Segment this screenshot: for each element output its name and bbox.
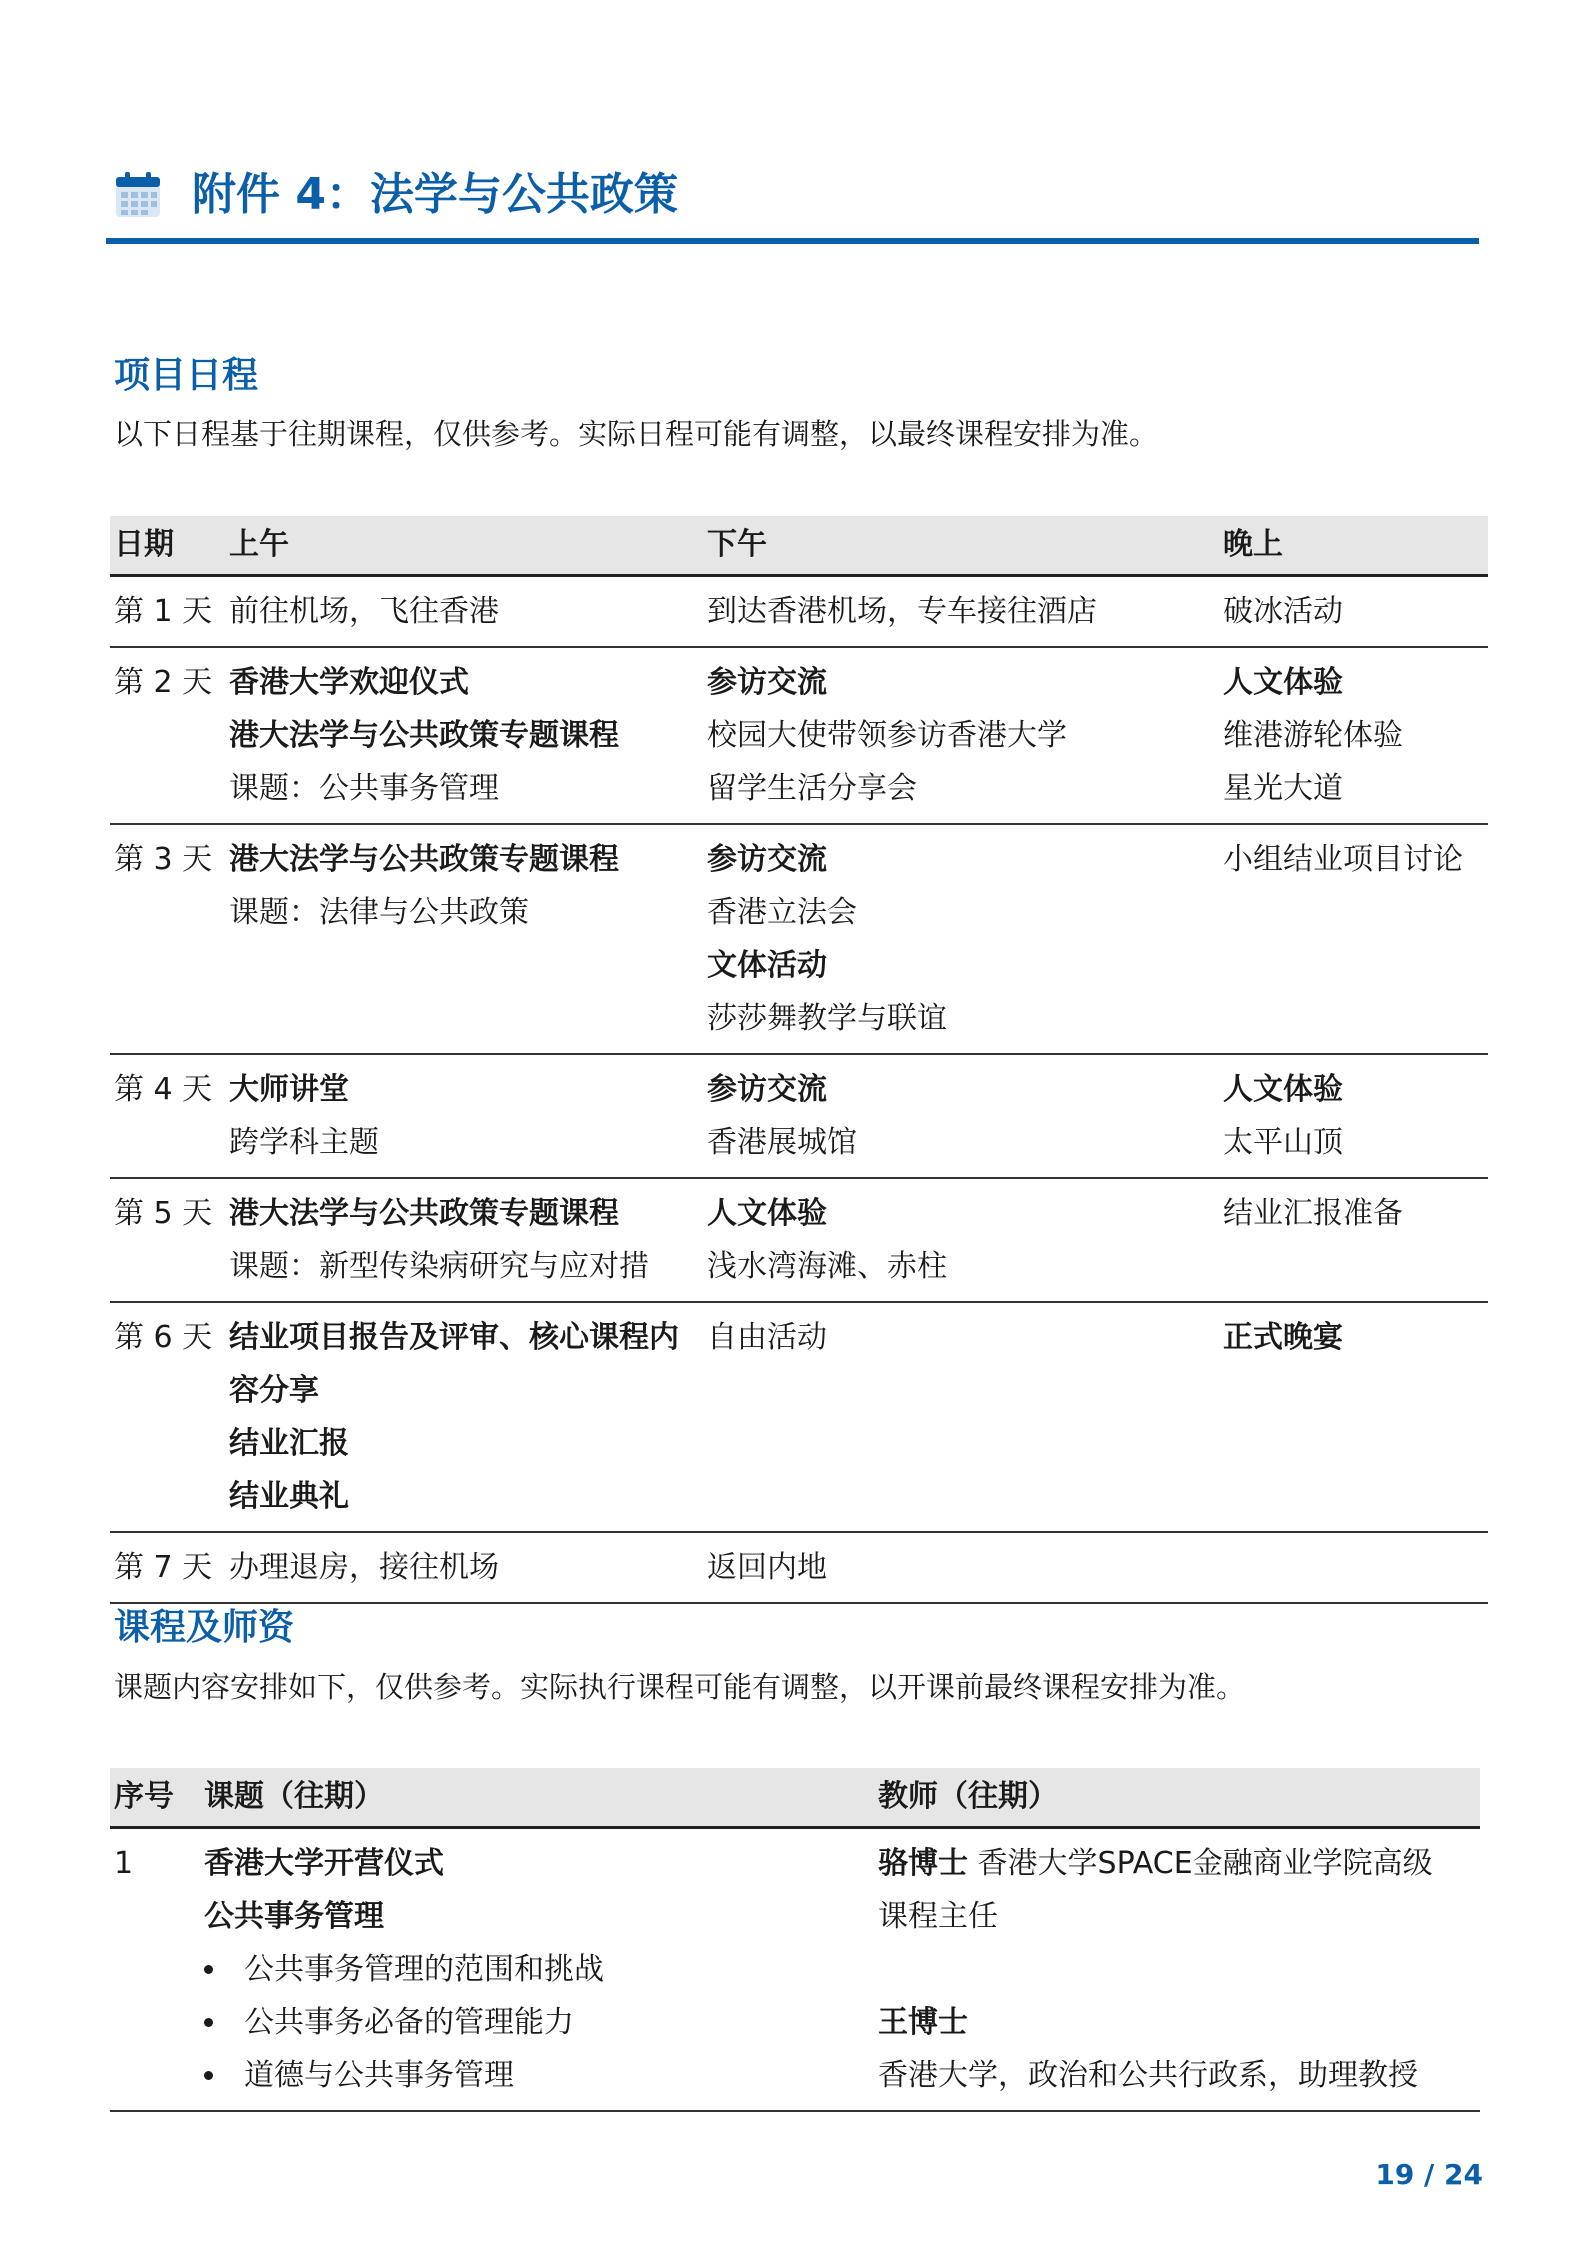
day-cell bbox=[110, 1178, 225, 1302]
schedule-header-row bbox=[110, 516, 1488, 576]
list-item bbox=[204, 1996, 874, 2049]
activity-text: 课题：法律与公共政策 bbox=[229, 895, 529, 930]
bullet-dot-icon bbox=[204, 2018, 213, 2027]
activity-text: 结业典礼 bbox=[229, 1479, 349, 1514]
list-item bbox=[204, 1943, 874, 1996]
activity-text: 留学生活分享会 bbox=[707, 771, 917, 806]
column-header: 课题（往期） bbox=[200, 1768, 874, 1828]
page-header bbox=[108, 165, 1478, 231]
activity-text: 大师讲堂 bbox=[229, 1072, 349, 1107]
teacher-title: 香港大学SPACE金融商业学院高级 bbox=[968, 1846, 1433, 1881]
day-cell bbox=[110, 647, 225, 824]
afternoon-cell bbox=[703, 824, 1219, 1054]
afternoon-cell bbox=[703, 576, 1219, 648]
topic-text: 公共事务管理的范围和挑战 bbox=[244, 1952, 604, 1987]
topic-text: 道德与公共事务管理 bbox=[244, 2058, 514, 2093]
activity-text: 课题：公共事务管理 bbox=[229, 771, 499, 806]
page-title: 附件 4：法学与公共政策 bbox=[192, 169, 678, 220]
activity-text: 到达香港机场，专车接往酒店 bbox=[707, 594, 1097, 629]
course-teacher-cell bbox=[874, 1828, 1480, 2112]
table-row bbox=[110, 647, 1488, 824]
activity-text: 太平山顶 bbox=[1223, 1125, 1343, 1160]
schedule-section-description: 以下日程基于往期课程，仅供参考。实际日程可能有调整，以最终课程安排为准。 bbox=[114, 417, 1159, 451]
day-label: 第 4 天 bbox=[114, 1072, 213, 1107]
table-row bbox=[110, 576, 1488, 648]
day-cell bbox=[110, 1532, 225, 1603]
activity-text: 结业项目报告及评审、核心课程内 bbox=[229, 1320, 679, 1355]
calendar-icon bbox=[114, 171, 162, 219]
day-label: 第 2 天 bbox=[114, 665, 213, 700]
activity-text: 课题：新型传染病研究与应对措 bbox=[229, 1249, 649, 1284]
day-cell bbox=[110, 824, 225, 1054]
table-row bbox=[110, 1302, 1488, 1532]
afternoon-cell bbox=[703, 1302, 1219, 1532]
morning-cell bbox=[225, 1302, 703, 1532]
day-label: 第 6 天 bbox=[114, 1320, 213, 1355]
activity-text: 结业汇报 bbox=[229, 1426, 349, 1461]
schedule-body bbox=[110, 576, 1488, 1604]
afternoon-cell bbox=[703, 1178, 1219, 1302]
evening-cell bbox=[1219, 1302, 1488, 1532]
afternoon-cell bbox=[703, 1532, 1219, 1603]
activity-text: 人文体验 bbox=[707, 1196, 827, 1231]
bullet-dot-icon bbox=[204, 1965, 213, 1974]
schedule-table bbox=[110, 516, 1488, 1604]
evening-cell bbox=[1219, 1178, 1488, 1302]
morning-cell bbox=[225, 1054, 703, 1178]
day-cell bbox=[110, 1302, 225, 1532]
list-item bbox=[204, 2049, 874, 2102]
bullet-dot-icon bbox=[204, 2071, 213, 2080]
activity-text: 跨学科主题 bbox=[229, 1125, 379, 1160]
course-index-cell bbox=[110, 1828, 200, 2112]
day-cell bbox=[110, 576, 225, 648]
activity-text: 正式晚宴 bbox=[1223, 1320, 1343, 1355]
column-header: 下午 bbox=[703, 516, 1219, 576]
day-label: 第 1 天 bbox=[114, 594, 213, 629]
activity-text: 校园大使带领参访香港大学 bbox=[707, 718, 1067, 753]
column-header: 上午 bbox=[225, 516, 703, 576]
course-topic-list bbox=[204, 1943, 874, 2102]
evening-cell bbox=[1219, 1054, 1488, 1178]
table-row bbox=[110, 1828, 1480, 2112]
column-header: 晚上 bbox=[1219, 516, 1488, 576]
activity-text: 港大法学与公共政策专题课程 bbox=[229, 718, 619, 753]
evening-cell bbox=[1219, 647, 1488, 824]
course-heading: 公共事务管理 bbox=[204, 1899, 384, 1934]
activity-text: 文体活动 bbox=[707, 948, 827, 983]
evening-cell bbox=[1219, 824, 1488, 1054]
column-header: 教师（往期） bbox=[874, 1768, 1480, 1828]
evening-cell bbox=[1219, 1532, 1488, 1603]
course-index: 1 bbox=[114, 1846, 134, 1881]
header-rule bbox=[106, 238, 1479, 244]
activity-text: 前往机场，飞往香港 bbox=[229, 594, 499, 629]
table-row bbox=[110, 1532, 1488, 1603]
courses-section-description: 课题内容安排如下，仅供参考。实际执行课程可能有调整，以开课前最终课程安排为准。 bbox=[114, 1670, 1246, 1704]
table-row bbox=[110, 1178, 1488, 1302]
morning-cell bbox=[225, 576, 703, 648]
schedule-section-title: 项目日程 bbox=[114, 355, 259, 396]
morning-cell bbox=[225, 1532, 703, 1603]
teacher-title: 香港大学，政治和公共行政系，助理教授 bbox=[878, 2058, 1418, 2093]
morning-cell bbox=[225, 824, 703, 1054]
activity-text: 结业汇报准备 bbox=[1223, 1196, 1403, 1231]
evening-cell bbox=[1219, 576, 1488, 648]
table-row bbox=[110, 1054, 1488, 1178]
activity-text: 参访交流 bbox=[707, 842, 827, 877]
activity-text: 参访交流 bbox=[707, 665, 827, 700]
day-label: 第 5 天 bbox=[114, 1196, 213, 1231]
activity-text: 人文体验 bbox=[1223, 1072, 1343, 1107]
activity-text: 小组结业项目讨论 bbox=[1223, 842, 1463, 877]
activity-text: 莎莎舞教学与联谊 bbox=[707, 1001, 947, 1036]
activity-text: 办理退房，接往机场 bbox=[229, 1550, 499, 1585]
day-label: 第 3 天 bbox=[114, 842, 213, 877]
day-cell bbox=[110, 1054, 225, 1178]
activity-text: 自由活动 bbox=[707, 1320, 827, 1355]
afternoon-cell bbox=[703, 1054, 1219, 1178]
activity-text: 星光大道 bbox=[1223, 771, 1343, 806]
page-number: 19 / 24 bbox=[1375, 2158, 1483, 2191]
activity-text: 香港大学欢迎仪式 bbox=[229, 665, 469, 700]
activity-text: 返回内地 bbox=[707, 1550, 827, 1585]
morning-cell bbox=[225, 1178, 703, 1302]
table-row bbox=[110, 824, 1488, 1054]
activity-text: 破冰活动 bbox=[1223, 594, 1343, 629]
activity-text: 容分享 bbox=[229, 1373, 319, 1408]
course-heading: 香港大学开营仪式 bbox=[204, 1846, 444, 1881]
activity-text: 浅水湾海滩、赤柱 bbox=[707, 1249, 947, 1284]
activity-text: 港大法学与公共政策专题课程 bbox=[229, 1196, 619, 1231]
activity-text: 人文体验 bbox=[1223, 665, 1343, 700]
courses-header-row bbox=[110, 1768, 1480, 1828]
topic-text: 公共事务必备的管理能力 bbox=[244, 2005, 574, 2040]
teacher-name: 王博士 bbox=[878, 2005, 968, 2040]
morning-cell bbox=[225, 647, 703, 824]
courses-section-title: 课程及师资 bbox=[114, 1607, 295, 1648]
courses-table bbox=[110, 1768, 1480, 2112]
column-header: 序号 bbox=[110, 1768, 200, 1828]
activity-text: 维港游轮体验 bbox=[1223, 718, 1403, 753]
activity-text: 港大法学与公共政策专题课程 bbox=[229, 842, 619, 877]
course-topic-cell bbox=[200, 1828, 874, 2112]
column-header: 日期 bbox=[110, 516, 225, 576]
teacher-name: 骆博士 bbox=[878, 1846, 968, 1881]
activity-text: 香港展城馆 bbox=[707, 1125, 857, 1160]
activity-text: 香港立法会 bbox=[707, 895, 857, 930]
day-label: 第 7 天 bbox=[114, 1550, 213, 1585]
activity-text: 参访交流 bbox=[707, 1072, 827, 1107]
teacher-title: 课程主任 bbox=[878, 1899, 998, 1934]
afternoon-cell bbox=[703, 647, 1219, 824]
